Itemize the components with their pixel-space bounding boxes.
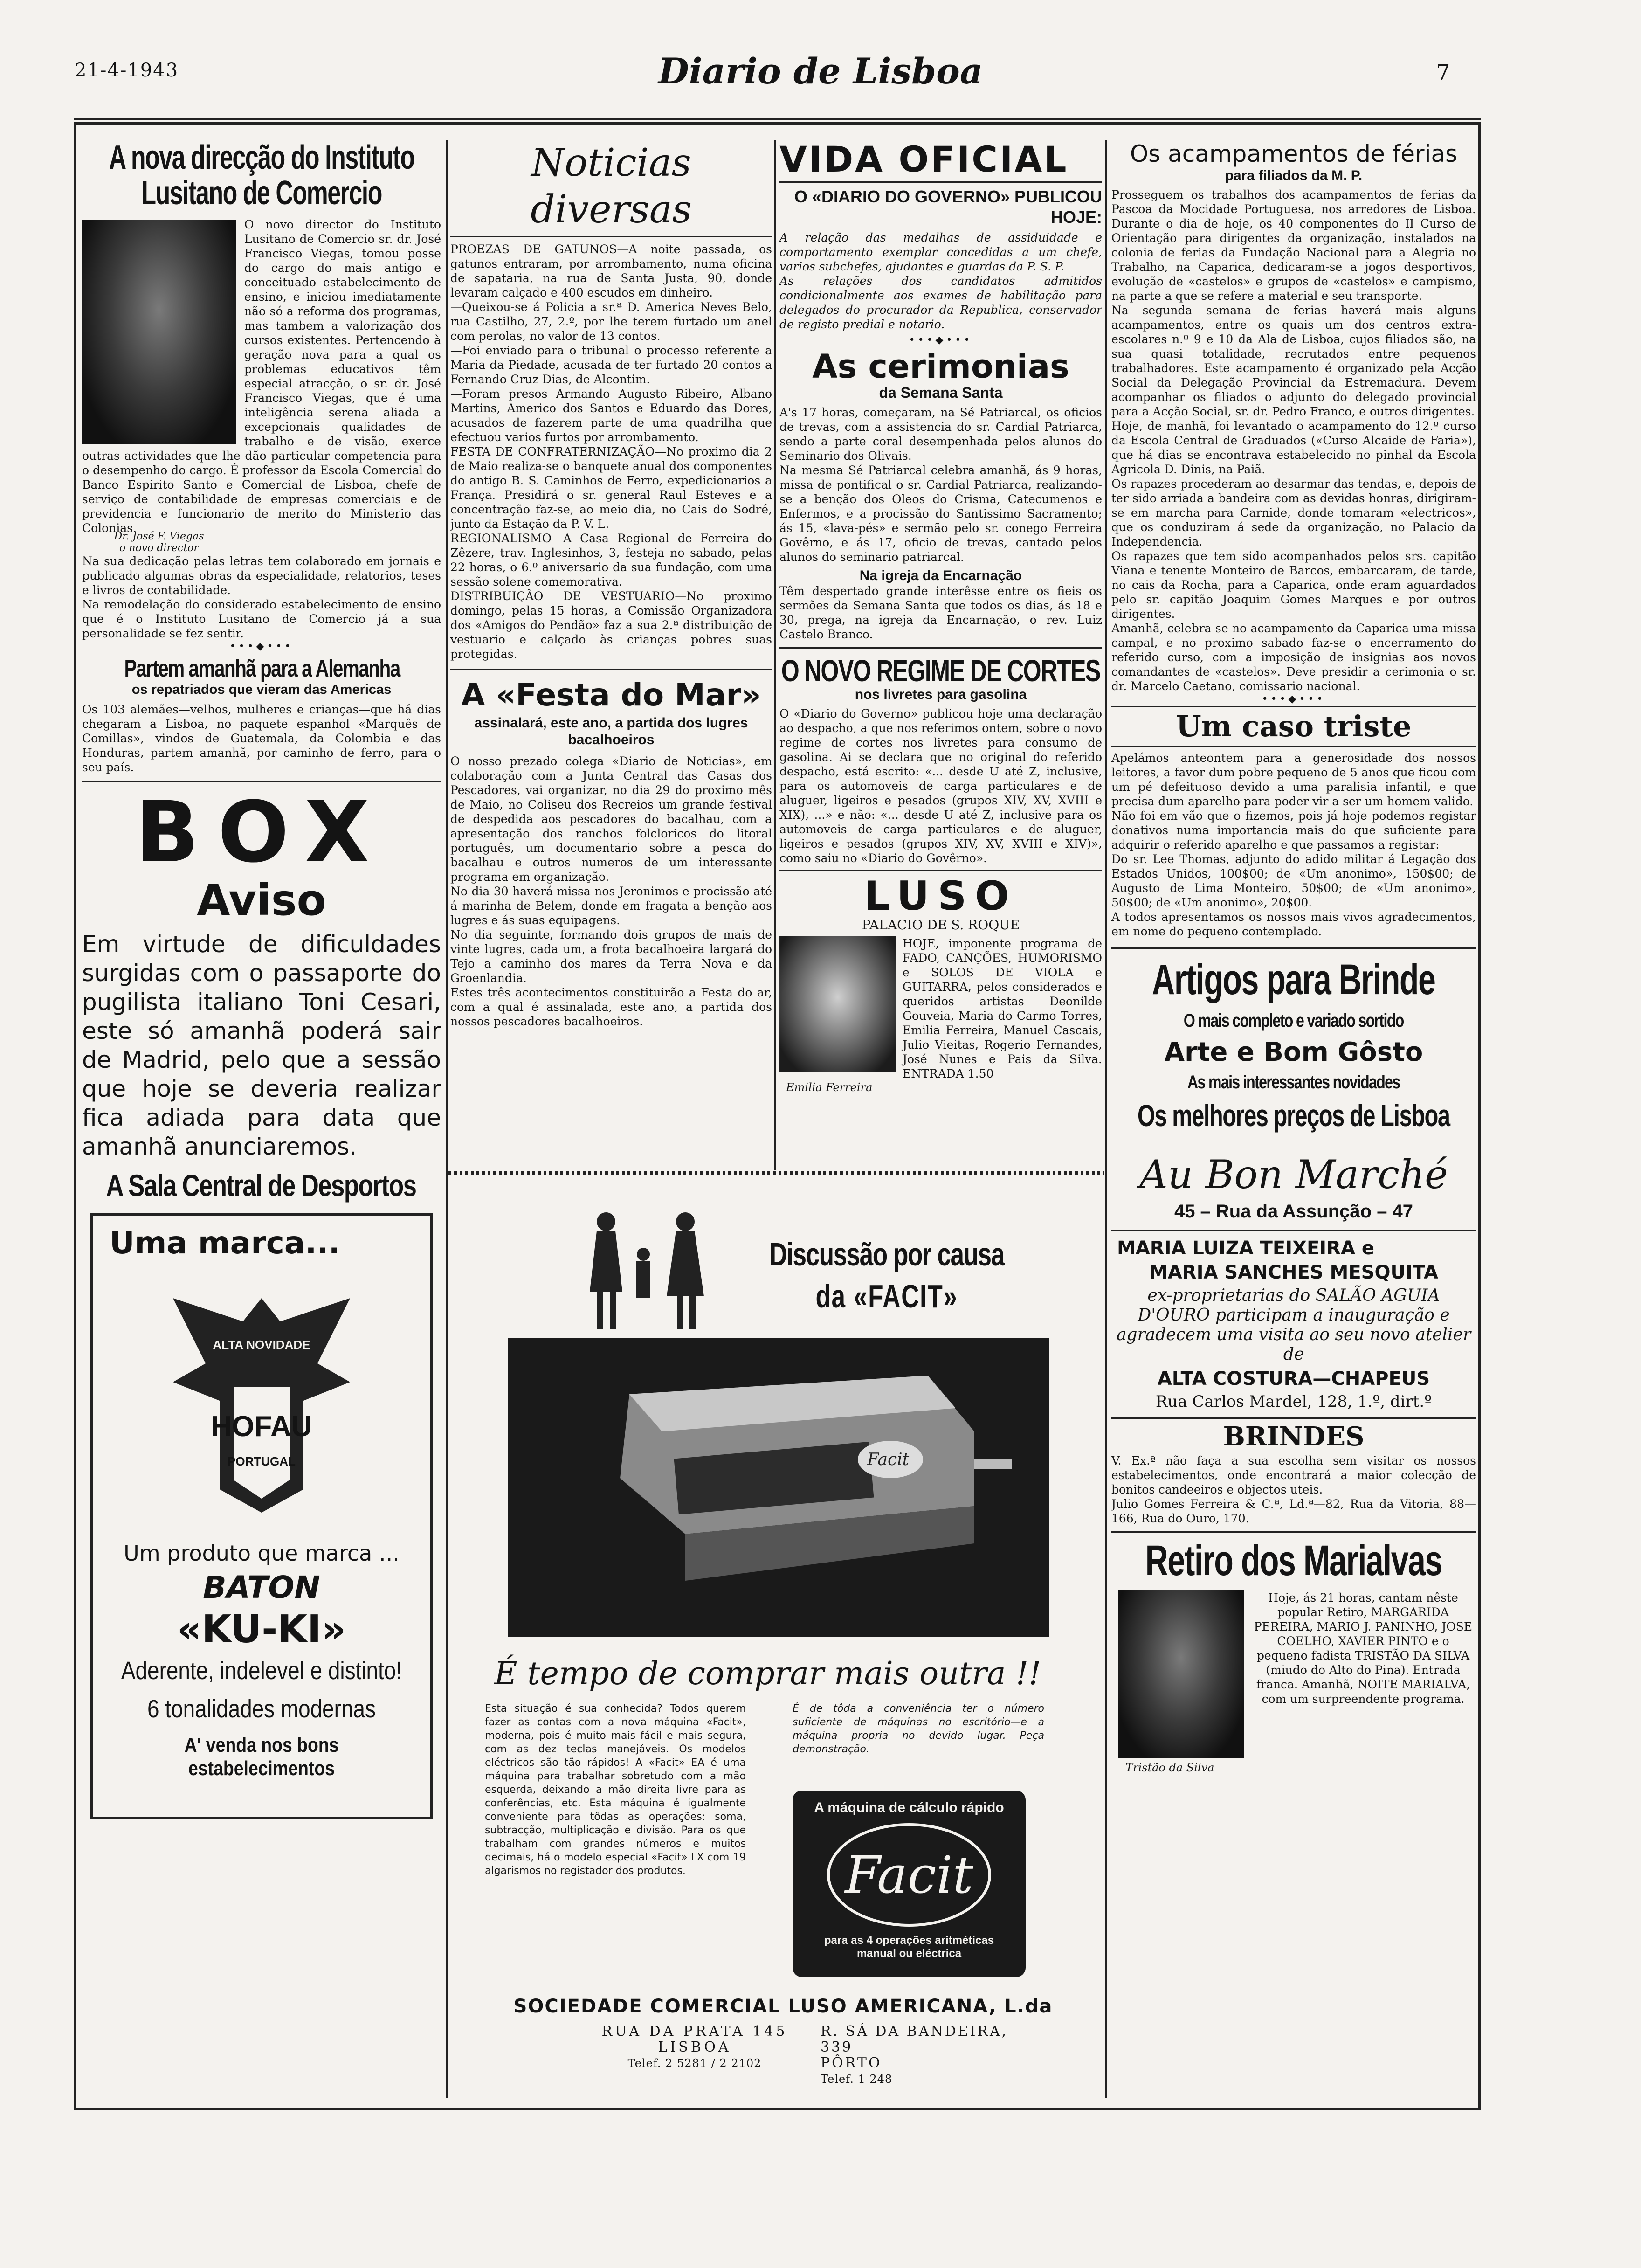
facit-address-lisboa xyxy=(597,2024,793,2071)
column-3: VIDA OFICIAL O «DIARIO DO GOVERNO» PUBLICOU HOJE: A relação das medalhas de assiduidade e comportamento exemplar concedidas a um chefe, varios subchefes, ajudantes e guardas da P. S. P. As relações dos candidatos admitidos condicionalmente aos exames de habilitação para delegados do procurador da Republica, conservador de registo predial e notario. •••◆••• As cerimonias da Semana Santa A's 17 horas, começaram, na Sé Patriarcal, os oficios de trevas, com a assistencia do sr. Cardial Patriarca, sendo a parte coral desempenhada pelos alunos do Seminario dos Olivais. Na mesma Sé Patriarcal celebra amanhã, ás 9 horas, missa de pontifical o sr. Cardial Patriarca, realizando-se a benção dos Oleos do Crisma, Catecumenos e Enfermos, e a procissão do Santissimo Sacramento; ás 15, «lava-pés» e sermão pelo sr. conego Ferreira Govêrno, e ás 17, oficio de trevas, cantado pelos alunos do seminario patriarcal. Na igreja da Encarnação Têm despertado grande interêsse entre os fieis os sermões da Semana Santa que todos os dias, ás 18 e 30, prega, na igreja da Encarnação, o rev. Luiz Castelo Branco. O NOVO REGIME DE CORTES nos livretes para gasolina O «Diario do Governo» publicou hoje uma declaração ao despacho, a que nos referimos ontem, sobre o novo regime de cortes nos livretes para consumo de gasolina. Ai se declara que no original do referido despacho, está escrito: «... desde U até Z, inclusive, para os automoveis de carga particulares e de aluguer, ligeiros e pesados (grupos XIV, XV, XVIII e XIX), ...» e não: «... desde U até Z, inclusive para os automoveis de carga particulares e de aluguer, ligeiros e pesados (grupos XIV, XV, XVIII e XIV)», como saiu no «Diario do Govêrno». LUSO PALACIO DE S. ROQUE HOJE, imponente programa de FADO, CANÇÕES, HUMORISMO e SOLOS DE VIOLA e GUITARRA, pelos considerados e queridos artistas Deonilde Gouveia, Maria do Carmo Torres, Emilia Ferreira, Manuel Cascais, Julio Vieitas, Rogerio Fernandes, José Nunes e Pais da Silva. ENTRADA 1.50 Emilia Ferreira xyxy=(779,140,1102,1094)
column-4: Os acampamentos de férias para filiados da M. P. Prosseguem os trabalhos dos acampamentos de ferias da Pascoa da Mocidade Portuguesa, nos arredores de Lisboa. Durante o dia de hoje, os 40 componentes do II Curso de Orientação para dirigentes da organização, instalados na colonia de ferias da Fundação Nacional para a Alegria no Trabalho, na Caparica, dedicaram-se a jogos desportivos, evolução de «castelos» e grupos de «castelos» e campismo, na parte a que se refere a material e seu transporte. Na segunda semana de ferias haverá mais alguns acampamentos, entre os quais um dos centros extra-escolares n.º 9 e 10 da Ala de Lisboa, cujos filiados são, na sua quasi totalidade, recrutados entre pequenos trabalhadores. Este acampamento é organizado pela Acção Social da Delegação Provincial da Estremadura. Devem acompanhar os filiados o adjunto do delegado provincial para a Acção Social, sr. dr. Pedro Franco, e outros dirigentes. Hoje, de manhã, foi levantado o acampamento do 12.º curso da Escola Central de Graduados («Curso Alcaide de Faria»), que há dias se encontrava estabelecido no pinhal da Escola Agricola D. Dinis, na Paiã. Os rapazes procederam ao desarmar das tendas, e, depois de ter sido arriada a bandeira com as devidas honras, dirigiram-se em marcha para Carnide, donde tomaram «electricos», que os conduziram á sede da organização, no Palacio da Independencia. Os rapazes que tem sido acompanhados pelos srs. capitão Viana e tenente Monteiro de Barcos, embarcaram, de tarde, no cais da Rocha, para a Caparica, onde eram aguardados pelo sr. capitão Joaquim Gomes Marques e por outros dirigentes. Amanhã, celebra-se no acampamento da Caparica uma missa campal, e no proximo sabado faz-se o encerramento do referido curso, com a imposição de insignias aos novos comandantes de «castelos». Deve presidir a cerimonia o sr. dr. Marcelo Caetano, comissario nacional. •••◆••• Um caso triste Apelámos anteontem para a generosidade dos nossos leitores, a favor dum pobre pequeno de 5 anos que ficou com um pé defeituoso devido a uma paralisia infantil, e que precisa dum aparelho para poder vir a ser um homem valido. Não foi em vão que o fizemos, pois já hoje podemos registar donativos numa importancia mais do que suficiente para adquirir o referido aparelho e que passamos a registar: Do sr. Lee Thomas, adjunto do adido militar á Legação dos Estados Unidos, 100$00; de «Um anonimo», 150$00; de Augusto de Lima Monteiro, 50$00; de «Um anonimo», 50$00; de «Um anonimo», 20$00. A todos apresentamos os nossos mais vivos agradecimentos, em nome do pequeno contemplado. Artigos para Brinde O mais completo e variado sortido Arte e Bom Gôsto As mais interessantes novidades Os melhores preços de Lisboa Au Bon Marché 45 – Rua da Assunção – 47 MARIA LUIZA TEIXEIRA e MARIA SANCHES MESQUITA ex-proprietarias do SALÃO AGUIA D'OURO participam a inauguração e agradecem uma visita ao seu novo atelier de ALTA COSTURA—CHAPEUS Rua Carlos Mardel, 128, 1.º, dirt.º BRINDES V. Ex.ª não faça a sua escolha sem visitar os nossos estabelecimentos, onde encontrará a maior colecção de bonitos candeeiros e objectos uteis. Julio Gomes Ferreira & C.ª, Ld.ª—82, Rua da Vitoria, 88—166, Rua do Ouro, 170. Retiro dos Marialvas Hoje, ás 21 horas, cantam nêste popular Retiro, MARGARIDA PEREIRA, MARIO J. PANINHO, JOSE COELHO, XAVIER PINTO e o pequeno fadista TRISTÃO DA SILVA (miudo do Alto do Pina). Entrada franca. Amanhã, NOITE MARIALVA, com um surpreendente programa. Tristão da Silva xyxy=(1111,140,1476,1774)
eagle-logo xyxy=(164,1270,359,1531)
facit-badge-bottom-1: para as 4 operações aritméticas xyxy=(824,1934,994,1947)
instituto-body-3: Na remodelação do considerado estabelecimento de ensino que é o Instituto Lusitano de Comercio já a sua personalidade se fez sentir. xyxy=(82,598,441,640)
cerimonias-subhead: da Semana Santa xyxy=(879,384,1003,401)
kuki-line-2: BATON xyxy=(203,1570,320,1605)
partem-body: Os 103 alemães—velhos, mulheres e crianças—que há dias chegaram a Lisboa, no paquete espanhol «Marquês de Comillas», vindos de Guatemala, da Colombia e das Honduras, partem amanhã, por caminho de ferro, para o seu país. xyxy=(82,703,441,774)
artigos-line-1: O mais completo e variado sortido xyxy=(1183,1010,1404,1031)
retiro-photo-caption: Tristão da Silva xyxy=(1125,1761,1214,1774)
facit-headline-1: Discussão por causa xyxy=(769,1236,1004,1272)
machine-brand-label: Facit xyxy=(867,1450,910,1469)
facit-slogan: É tempo de comprar mais outra !! xyxy=(494,1655,1041,1692)
cortes-subhead: nos livretes para gasolina xyxy=(855,687,1027,702)
artigos-line-3: As mais interessantes novidades xyxy=(1187,1072,1400,1093)
mlt-line-3: ex-proprietarias do SALÃO AGUIA D'OURO participam a inauguração e agradecem uma visita ao seu novo atelier de xyxy=(1116,1286,1471,1364)
addr-left-2: LISBOA xyxy=(658,2039,731,2055)
box-signature: A Sala Central de Desportos xyxy=(106,1168,416,1203)
partem-headline: Partem amanhã para a Alemanha xyxy=(124,655,400,682)
eagle-icon xyxy=(164,1270,359,1531)
facit-badge-bottom-2: manual ou eléctrica xyxy=(856,1947,962,1960)
artigos-brinde-headline: Artigos para Brinde xyxy=(1152,956,1435,1003)
kuki-logo-small-top: ALTA NOVIDADE xyxy=(213,1338,310,1352)
box-title: BOX xyxy=(135,784,388,881)
mlt-line-4: ALTA COSTURA—CHAPEUS xyxy=(1157,1368,1430,1390)
vida-oficial-headline: VIDA OFICIAL xyxy=(779,140,1069,180)
cortes-headline: O NOVO REGIME DE CORTES xyxy=(781,653,1100,688)
box-notice-body: Em virtude de dificuldades surgidas com o passaporte do pugilista italiano Toni Cesari, este só amanhã poderá sair de Madrid, pelo que a sessão que hoje se deveria realizar fica adiada para data que amanhã anunciaremos. xyxy=(82,931,441,1160)
emilia-ferreira-photo xyxy=(779,936,896,1072)
kuki-logo-small-bottom: PORTUGAL xyxy=(228,1454,296,1468)
luso-subtitle: PALACIO DE S. ROQUE xyxy=(862,917,1020,933)
kuki-top-text: Uma marca... xyxy=(110,1225,340,1261)
facit-logo-text: Facit xyxy=(845,1845,973,1905)
festa-headline: A «Festa do Mar» xyxy=(461,677,761,713)
kuki-line-4: Aderente, indelevel e distinto! xyxy=(121,1657,402,1685)
box-subtitle: Aviso xyxy=(197,875,326,925)
addr-left-3: Telef. 2 5281 / 2 2102 xyxy=(627,2057,762,2070)
column-rule xyxy=(774,140,776,1170)
addr-right-1: R. SÁ DA BANDEIRA, 339 xyxy=(820,2023,1008,2055)
facit-advertisement xyxy=(466,1184,1091,2098)
facit-badge xyxy=(793,1791,1026,1977)
mlt-line-5: Rua Carlos Mardel, 128, 1.º, dirt.º xyxy=(1155,1392,1432,1411)
partem-subhead: os repatriados que vieram das Americas xyxy=(131,682,392,697)
luso-photo-caption: Emilia Ferreira xyxy=(786,1081,873,1094)
acampamentos-body: Prosseguem os trabalhos dos acampamentos de ferias da Pascoa da Mocidade Portuguesa, nos arredores de Lisboa. Durante o dia de hoje, os 40 componentes do II Curso de Orientação para dirigentes da organização, instalados na colonia de ferias da Fundação Nacional para a Alegria no Trabalho, na Caparica, dedicaram-se a jogos desportivos, evolução de «castelos» e grupos de «castelos» e campismo, na parte a que se refere a material e seu transporte. Na segunda semana de ferias haverá mais alguns acampamentos, entre os quais um dos centros extra-escolares n.º 9 e 10 da Ala de Lisboa, cujos filiados são, na sua quasi totalidade, recrutados entre pequenos trabalhadores. Este acampamento é organizado pela Acção Social da Delegação Provincial da Estremadura. Devem acompanhar os filiados o adjunto do delegado provincial para a Acção Social, sr. dr. Pedro Franco, e outros dirigentes. Hoje, de manhã, foi levantado o acampamento do 12.º curso da Escola Central de Graduados («Curso Alcaide de Faria»), que há dias se encontrava estabelecido no pinhal da Escola Agricola D. Dinis, na Paiã. Os rapazes procederam ao desarmar das tendas, e, depois de ter sido arriada a bandeira com as devidas honras, dirigiram-se em marcha para Carnide, donde tomaram «electricos», que os conduziram á sede da organização, no Palacio da Independencia. Os rapazes que tem sido acompanhados pelos srs. capitão Viana e tenente Monteiro de Barcos, embarcaram, de tarde, no cais da Rocha, para a Caparica, onde eram aguardados pelo sr. capitão Joaquim Gomes Marques e por outros dirigentes. Amanhã, celebra-se no acampamento da Caparica uma missa campal, e no proximo sabado faz-se o encerramento do referido curso, com a imposição de insignias aos novos comandantes de «castelos». Deve presidir a cerimonia o sr. dr. Marcelo Caetano, comissario nacional. xyxy=(1111,188,1476,693)
kuki-brand: «KU-KI» xyxy=(177,1607,346,1652)
festa-subhead: assinalará, este ano, a partida dos lugres bacalhoeiros xyxy=(474,715,748,747)
addr-right-3: Telef. 1 248 xyxy=(820,2073,893,2086)
luso-body: HOJE, imponente programa de FADO, CANÇÕES, HUMORISMO e SOLOS DE VIOLA e GUITARRA, pelos considerados e queridos artistas Deonilde Gouveia, Maria do Carmo Torres, Emilia Ferreira, Manuel Cascais, Julio Vieitas, Rogerio Fernandes, José Nunes e Pais da Silva. ENTRADA 1.50 xyxy=(903,937,1102,1080)
header-rule xyxy=(74,118,1481,120)
kuki-line-6: A' venda nos bons estabelecimentos xyxy=(184,1734,339,1780)
encarnacao-subhead: Na igreja da Encarnação xyxy=(859,568,1022,583)
kuki-advertisement xyxy=(90,1213,433,1819)
column-1 xyxy=(82,140,441,2098)
addr-left-1: RUA DA PRATA 145 xyxy=(601,2023,788,2040)
facit-badge-top: A máquina de cálculo rápido xyxy=(814,1800,1004,1815)
facit-address-porto xyxy=(820,2024,1035,2087)
addr-right-2: PÔRTO xyxy=(820,2055,882,2071)
facit-logo xyxy=(827,1823,991,1927)
encarnacao-body: Têm despertado grande interêsse entre os fieis os sermões da Semana Santa que todos os dias, ás 18 e 30, prega, na igreja da Encarnação, o rev. Luiz Castelo Branco. xyxy=(779,584,1102,641)
column-2 xyxy=(450,140,772,1166)
artigos-line-4: Os melhores preços de Lisboa xyxy=(1137,1098,1450,1133)
retiro-body: Hoje, ás 21 horas, cantam nêste popular Retiro, MARGARIDA PEREIRA, MARIO J. PANINHO, JOSE COELHO, XAVIER PINTO e o pequeno fadista TRISTÃO DA SILVA (miudo do Alto do Pina). Entrada franca. Amanhã, NOITE MARIALVA, com um surpreendente programa. xyxy=(1254,1591,1473,1706)
ad-dotted-rule xyxy=(448,1171,1104,1175)
cerimonias-headline: As cerimonias xyxy=(812,347,1069,386)
acampamentos-headline: Os acampamentos de férias xyxy=(1130,140,1458,167)
facit-company: SOCIEDADE COMERCIAL LUSO AMERICANA, L.da xyxy=(513,1996,1053,2017)
kuki-logo-text: HOFAU xyxy=(211,1411,312,1443)
facit-headline-2: da «FACIT» xyxy=(815,1278,958,1314)
newspaper-masthead: Diario de Lisboa xyxy=(658,50,983,92)
photo-caption-name: Dr. José F. Viegas xyxy=(114,531,204,542)
noticias-headline: Noticias diversas xyxy=(531,141,692,232)
artigos-address: 45 – Rua da Assunção – 47 xyxy=(1174,1201,1413,1222)
noticias-body: PROEZAS DE GATUNOS—A noite passada, os gatunos entraram, por arrombamento, numa oficina de sapataria, na rua de Santa Justa, 90, donde levaram calçado e 400 escudos em dinheiro. —Queixou-se á Policia a sr.ª D. America Neves Belo, rua Castilho, 27, 2.º, por lhe terem furtado um anel com perolas, no valor de 13 contos. —Foi enviado para o tribunal o processo referente a Maria da Piedade, acusada de ter furtado 20 contos a Fernando Cruz Dias, de Alcontim. —Foram presos Armando Augusto Ribeiro, Albano Martins, Americo dos Santos e Eduardo das Dores, acusados de fazerem parte de uma quadrilha que efectuou varios furtos por arrombamento. FESTA DE CONFRATERNIZAÇÃO—No proximo dia 2 de Maio realiza-se o banquete anual dos componentes do antigo B. S. Caminhos de Ferro, expedicionarios a França. Presidirá o sr. general Raul Esteves e a concentração faz-se, ao meio dia, no Cais do Sodré, junto da Estação da P. V. L. REGIONALISMO—A Casa Regional de Ferreira do Zêzere, trav. Inglesinhos, 3, festeja no sabado, pelas 22 horas, o 6.º aniversario da sua fundação, com uma sessão solene comemorativa. DISTRIBUIÇÃO DE VESTUARIO—No proximo domingo, pelas 15 horas, a Comissão Organizadora dos «Amigos do Pendão» faz a sua 2.ª distribuição de vestuario e calçado às crianças pobres suas protegidas. xyxy=(450,242,772,661)
facit-body-right: É de tôda a conveniência ter o número suficiente de máquinas no escritório—e a máquina propria no devido lugar. Peça demonstração. xyxy=(793,1703,1044,1755)
instituto-headline: A nova direcção do Instituto Lusitano de Comercio xyxy=(109,140,414,212)
mlt-line-1: MARIA LUIZA TEIXEIRA e xyxy=(1117,1238,1374,1259)
luso-title: LUSO xyxy=(864,873,1018,920)
tristao-photo xyxy=(1118,1590,1244,1758)
artigos-line-2: Arte e Bom Gôsto xyxy=(1164,1037,1423,1067)
figures-illustration xyxy=(578,1203,718,1338)
vida-oficial-subhead: O «DIARIO DO GOVERNO» PUBLICOU HOJE: xyxy=(794,187,1102,227)
page-number: 7 xyxy=(1436,60,1450,86)
separator: •••◆••• xyxy=(229,641,294,652)
kuki-line-1: Um produto que marca ... xyxy=(124,1541,400,1566)
issue-date: 21-4-1943 xyxy=(75,60,179,81)
festa-body: O nosso prezado colega «Diario de Noticias», em colaboração com a Junta Central das Casas dos Pescadores, vai organizar, no dia 29 do proximo mês de Maio, no Coliseu dos Recreios um grande festival de despedida aos pescadores do bacalhau, com a apresentação dos ranchos folcloricos do litoral português, um documentario sobre a pesca do bacalhau e outros numeros de um interessante programa em organização. No dia 30 haverá missa nos Jeronimos e procissão até á marinha de Belem, donde em fragata a benção aos lugres e ás suas equipagens. No dia seguinte, formando dois grupos de mais de vinte lugres, cada um, a frota bacalhoeira largará do Tejo a caminho dos mares da Terra Nova e da Groenlandia. Estes três acontecimentos constituirão a Festa do ar, com a qual é assinalada, este ano, a partida dos nossos pescadores bacalhoeiros. xyxy=(450,754,772,1028)
column-rule xyxy=(446,140,448,2098)
instituto-body-2: Na sua dedicação pelas letras tem colaborado em jornais e publicado algumas obras da especialidade, relatorios, teses e livros de contabilidade. xyxy=(82,554,441,597)
brindes-headline: BRINDES xyxy=(1223,1421,1365,1452)
calculating-machine-image xyxy=(508,1338,1049,1637)
caso-triste-body: Apelámos anteontem para a generosidade dos nossos leitores, a favor dum pobre pequeno de 5 anos que ficou com um pé defeituoso devido a uma paralisia infantil, e que precisa dum aparelho para poder vir a ser um homem valido. Não foi em vão que o fizemos, pois já hoje podemos registar donativos numa importancia mais do que suficiente para adquirir o referido aparelho e que passamos a registar: Do sr. Lee Thomas, adjunto do adido militar á Legação dos Estados Unidos, 100$00; de «Um anonimo», 150$00; de Augusto de Lima Monteiro, 50$00; de «Um anonimo», 50$00; de «Um anonimo», 20$00. A todos apresentamos os nossos mais vivos agradecimentos, em nome do pequeno contemplado. xyxy=(1111,751,1476,938)
mlt-line-2: MARIA SANCHES MESQUITA xyxy=(1149,1262,1438,1283)
retiro-headline: Retiro dos Marialvas xyxy=(1145,1537,1442,1584)
caso-triste-headline: Um caso triste xyxy=(1176,709,1412,743)
kuki-line-5: 6 tonalidades modernas xyxy=(147,1695,376,1723)
column-rule xyxy=(1105,140,1107,2098)
au-bon-marche: Au Bon Marché xyxy=(1139,1152,1448,1197)
acampamentos-subhead: para filiados da M. P. xyxy=(1225,168,1363,183)
brindes-body: V. Ex.ª não faça a sua escolha sem visitar os nossos estabelecimentos, onde encontrará a maior colecção de bonitos candeeiros e objectos uteis. Julio Gomes Ferreira & C.ª, Ld.ª—82, Rua da Vitoria, 88—166, Rua do Ouro, 170. xyxy=(1111,1454,1476,1525)
vida-oficial-body: A relação das medalhas de assiduidade e comportamento exemplar concedidas a um chefe, varios subchefes, ajudantes e guardas da P. S. P. As relações dos candidatos admitidos condicionalmente aos exames de habilitação para delegados do procurador da Republica, conservador de registo predial e notario. xyxy=(779,231,1102,331)
cortes-body: O «Diario do Governo» publicou hoje uma declaração ao despacho, a que nos referimos ontem, sobre o novo regime de cortes nos livretes para consumo de gasolina. Ai se declara que no original do referido despacho, está escrito: «... desde U até Z, inclusive, para os automoveis de carga particulares e de aluguer, ligeiros e pesados (grupos XIV, XV, XVIII e XIX), ...» e não: «... desde U até Z, inclusive para os automoveis de carga particulares e de aluguer, ligeiros e pesados (grupos XIV, XV, XVIII e XIV)», como saiu no «Diario do Govêrno». xyxy=(779,707,1102,865)
facit-body-left: Esta situação é sua conhecida? Todos querem fazer as contas com a nova máquina «Facit», moderna, pois é muito mais fácil e mais segura, com as dez teclas manejáveis. Os modelos eléctricos são tão rápidos! A «Facit» EA é uma máquina para trabalhar sobretudo com a mão esquerda, deixando a mão direita livre para as conferências, etc. Esta máquina é igualmente conveniente para tôdas as operações: soma, subtracção, multiplicação e divisão. Para os que trabalham com grandes números e muitos decimais, há o modelo especial «Facit» LX com 19 algarismos no registador dos produtos. xyxy=(485,1703,746,1877)
cerimonias-body: A's 17 horas, começaram, na Sé Patriarcal, os oficios de trevas, com a assistencia do sr. Cardial Patriarca, sendo a parte coral desempenhada pelos alunos do Seminario dos Olivais. Na mesma Sé Patriarcal celebra amanhã, ás 9 horas, missa de pontifical o sr. Cardial Patriarca, realizando-se a benção dos Oleos do Crisma, Catecumenos e Enfermos, e a procissão do Santissimo Sacramento; ás 15, «lava-pés» e sermão pelo sr. conego Ferreira Govêrno, e ás 17, oficio de trevas, cantado pelos alunos do seminario patriarcal. xyxy=(779,406,1102,564)
portrait-photo xyxy=(82,220,236,444)
photo-caption-role: o novo director xyxy=(119,542,199,554)
instituto-body: O novo director do Instituto Lusitano de Comercio sr. dr. José Francisco Viegas, tomou posse do cargo do mais antigo e conceituado estabelecimento de ensino, e iniciou imediatamente não só a reforma dos programas, mas tambem a valorização dos cursos existentes. Pertencendo à geração nova para a qual os problemas educativos têm especial atracção, o sr. dr. José Francisco Viegas, que é uma inteligência serena aliada a excepcionais qualidades de trabalho e de visão, exerce outras actividades que lhe dão particular competencia para o desempenho do cargo. É professor da Escola Comercial do Banco Espirito Santo e Comercial de Lisboa, chefe de serviço de contabilidade de empresas comerciais e de previdencia e funcionario de merito do Ministerio das Colonias. xyxy=(82,218,441,535)
calculator-icon xyxy=(508,1338,1049,1637)
